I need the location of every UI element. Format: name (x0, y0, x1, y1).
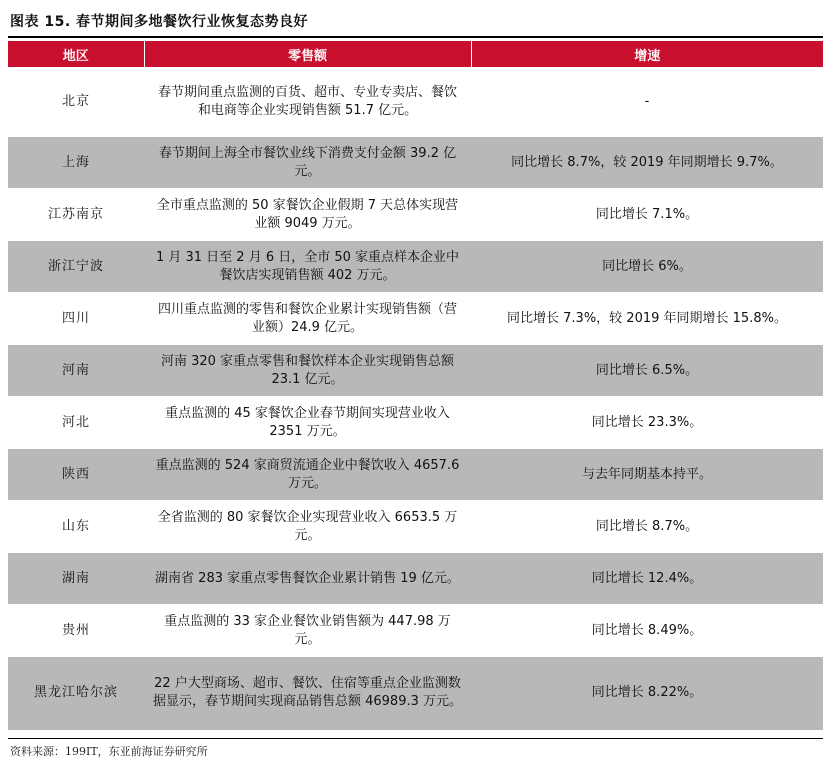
cell-region: 浙江宁波 (8, 241, 144, 293)
cell-amount: 河南 320 家重点零售和餐饮样本企业实现销售总额 23.1 亿元。 (144, 345, 471, 397)
cell-amount: 春节期间重点监测的百货、超市、专业专卖店、餐饮和电商等企业实现销售额 51.7 亿元。 (144, 68, 471, 137)
cell-region: 湖南 (8, 553, 144, 605)
cell-amount: 1 月 31 日至 2 月 6 日，全市 50 家重点样本企业中餐饮店实现销售额 402 万元。 (144, 241, 471, 293)
cell-growth: 同比增长 7.3%，较 2019 年同期增长 15.8%。 (471, 293, 823, 345)
figure-title: 图表 15. 春节期间多地餐饮行业恢复态势良好 (10, 14, 309, 30)
cell-growth: 同比增长 8.7%。 (471, 501, 823, 553)
cell-growth: 同比增长 23.3%。 (471, 397, 823, 449)
header-row (8, 41, 823, 68)
cell-amount: 全市重点监测的 50 家餐饮企业假期 7 天总体实现营业额 9049 万元。 (144, 189, 471, 241)
cell-region: 陕西 (8, 449, 144, 501)
table-row (8, 189, 823, 241)
header-amount: 零售额 (144, 41, 471, 68)
cell-region: 贵州 (8, 605, 144, 657)
cell-region: 上海 (8, 137, 144, 189)
cell-growth: 与去年同期基本持平。 (471, 449, 823, 501)
table-row (8, 501, 823, 553)
cell-region: 北京 (8, 68, 144, 137)
table-row (8, 137, 823, 189)
data-table (8, 41, 823, 730)
cell-region: 河北 (8, 397, 144, 449)
table-row (8, 345, 823, 397)
cell-growth: 同比增长 12.4%。 (471, 553, 823, 605)
cell-amount: 春节期间上海全市餐饮业线下消费支付金额 39.2 亿元。 (144, 137, 471, 189)
table-row (8, 657, 823, 730)
table-row (8, 553, 823, 605)
cell-amount: 重点监测的 33 家企业餐饮业销售额为 447.98 万元。 (144, 605, 471, 657)
cell-amount: 四川重点监测的零售和餐饮企业累计实现销售额（营业额）24.9 亿元。 (144, 293, 471, 345)
cell-growth: 同比增长 6.5%。 (471, 345, 823, 397)
cell-amount: 全省监测的 80 家餐饮企业实现营业收入 6653.5 万元。 (144, 501, 471, 553)
cell-region: 黑龙江哈尔滨 (8, 657, 144, 730)
cell-region: 河南 (8, 345, 144, 397)
header-region: 地区 (8, 41, 144, 68)
table-row (8, 605, 823, 657)
cell-amount: 重点监测的 524 家商贸流通企业中餐饮收入 4657.6 万元。 (144, 449, 471, 501)
cell-growth: 同比增长 8.7%，较 2019 年同期增长 9.7%。 (471, 137, 823, 189)
cell-amount: 重点监测的 45 家餐饮企业春节期间实现营业收入 2351 万元。 (144, 397, 471, 449)
cell-growth: 同比增长 8.22%。 (471, 657, 823, 730)
cell-region: 山东 (8, 501, 144, 553)
cell-growth: 同比增长 8.49%。 (471, 605, 823, 657)
bottom-rule (8, 738, 823, 739)
source-note: 资料来源：199IT，东亚前海证券研究所 (10, 745, 208, 758)
cell-region: 四川 (8, 293, 144, 345)
cell-growth: 同比增长 6%。 (471, 241, 823, 293)
table-row (8, 449, 823, 501)
table-row (8, 241, 823, 293)
table-row (8, 68, 823, 137)
cell-growth: - (471, 68, 823, 137)
cell-region: 江苏南京 (8, 189, 144, 241)
table-row (8, 397, 823, 449)
cell-amount: 湖南省 283 家重点零售餐饮企业累计销售 19 亿元。 (144, 553, 471, 605)
cell-amount: 22 户大型商场、超市、餐饮、住宿等重点企业监测数据显示，春节期间实现商品销售总额 46989.3 万元。 (144, 657, 471, 730)
title-rule (8, 36, 823, 38)
cell-growth: 同比增长 7.1%。 (471, 189, 823, 241)
table-row (8, 293, 823, 345)
header-growth: 增速 (471, 41, 823, 68)
